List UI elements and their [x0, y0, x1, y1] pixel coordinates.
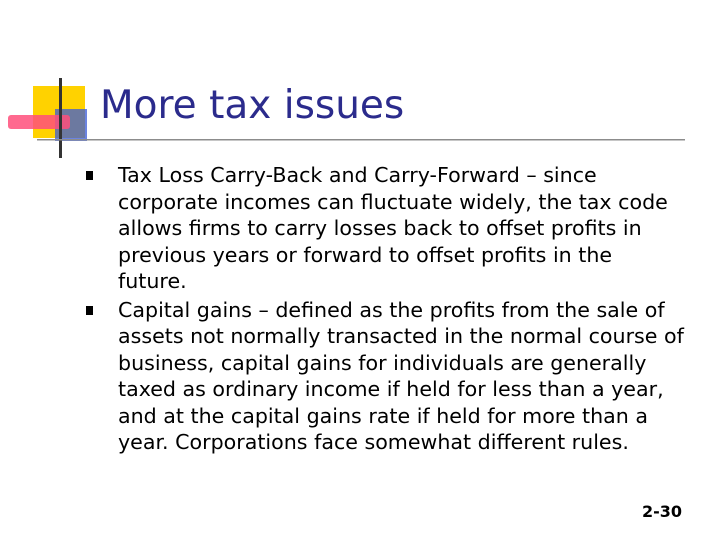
bullet-marker-icon — [86, 306, 93, 315]
bullet-text: Capital gains – defined as the profits from the sale of assets not normally transacted in the normal course of business, capital gains for individuals are generally taxed as ordinary income if held for less than a year, and at the capital gains rate if held for more than a year. Corporations face somewhat different rules. — [118, 297, 684, 454]
bullet-text: Tax Loss Carry-Back and Carry-Forward – since corporate incomes can fluctuate widely, the tax code allows firms to carry losses back to offset profits in previous years or forward to offset profits in the future. — [118, 163, 668, 293]
slide-title: More tax issues — [100, 83, 405, 128]
bullet-item — [86, 297, 686, 456]
bullet-marker-icon — [86, 171, 93, 180]
slide-number: 2-30 — [641, 502, 682, 521]
bullet-item — [86, 162, 686, 295]
bullet-list — [86, 162, 686, 458]
